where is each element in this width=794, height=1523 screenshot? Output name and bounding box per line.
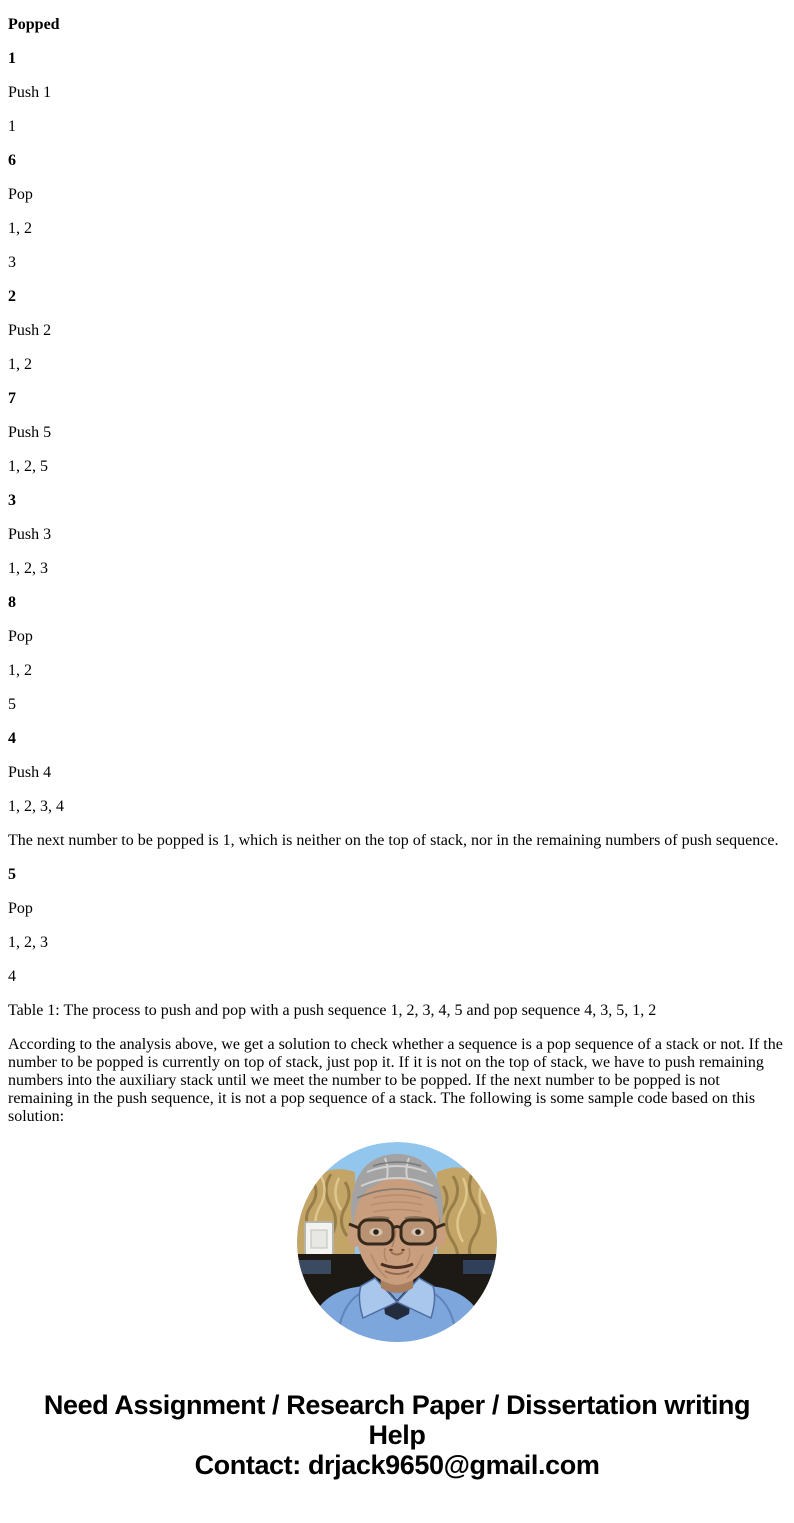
trace-line: 3 xyxy=(8,492,16,509)
trace-line: 1, 2, 3 xyxy=(8,934,48,951)
trace-line: The next number to be popped is 1, which is neither on the top of stack, nor in the remaining numbers of push sequence. xyxy=(8,832,779,849)
trace-line: 1, 2 xyxy=(8,220,32,237)
trace-line: 1, 2 xyxy=(8,356,32,373)
photo-container xyxy=(8,1142,786,1342)
trace-line: 3 xyxy=(8,254,16,271)
trace-line: 4 xyxy=(8,730,16,747)
trace-line: 4 xyxy=(8,968,16,985)
trace-line: 6 xyxy=(8,152,16,169)
trace-line: Push 5 xyxy=(8,424,52,441)
help-banner xyxy=(16,1390,778,1480)
trace-line: 1 xyxy=(8,118,16,135)
trace-line: 2 xyxy=(8,288,16,305)
trace-line: 5 xyxy=(8,696,16,713)
analysis-paragraph: According to the analysis above, we get a solution to check whether a sequence is a pop sequence of a stack or not. If the number to be popped is currently on top of stack, just pop it. If it is not on the top of stack, we have to push remaining numbers into the auxiliary stack until we meet the number to be popped. If the next number to be popped is not remaining in the push sequence, it is not a pop sequence of a stack. The following is some sample code based on this solution: xyxy=(8,1036,783,1125)
trace-line: 8 xyxy=(8,594,16,611)
trace-line: 1, 2, 3, 4 xyxy=(8,798,64,815)
help-text: Need Assignment / Research Paper / Dissertation writing Help xyxy=(43,1390,751,1450)
trace-line: Push 1 xyxy=(8,84,52,101)
trace-line: Push 4 xyxy=(8,764,52,781)
trace-line: 1, 2, 3 xyxy=(8,560,48,577)
trace-line: 1, 2 xyxy=(8,662,32,679)
trace-line: Push 3 xyxy=(8,526,52,543)
trace-line: 1 xyxy=(8,50,16,67)
table-caption: Table 1: The process to push and pop with a push sequence 1, 2, 3, 4, 5 and pop sequence 4, 3, 5, 1, 2 xyxy=(8,1002,657,1019)
contact-email: Contact: drjack9650@gmail.com xyxy=(194,1450,600,1480)
trace-line: Pop xyxy=(8,186,33,203)
trace-line: Pop xyxy=(8,900,33,917)
trace-line: Popped xyxy=(8,16,60,33)
document-page xyxy=(0,16,794,1508)
trace-line: 1, 2, 5 xyxy=(8,458,48,475)
trace-line: 5 xyxy=(8,866,16,883)
trace-line: Pop xyxy=(8,628,33,645)
stack-trace-list xyxy=(8,16,786,986)
trace-line: Push 2 xyxy=(8,322,52,339)
profile-photo xyxy=(297,1142,497,1342)
trace-line: 7 xyxy=(8,390,16,407)
